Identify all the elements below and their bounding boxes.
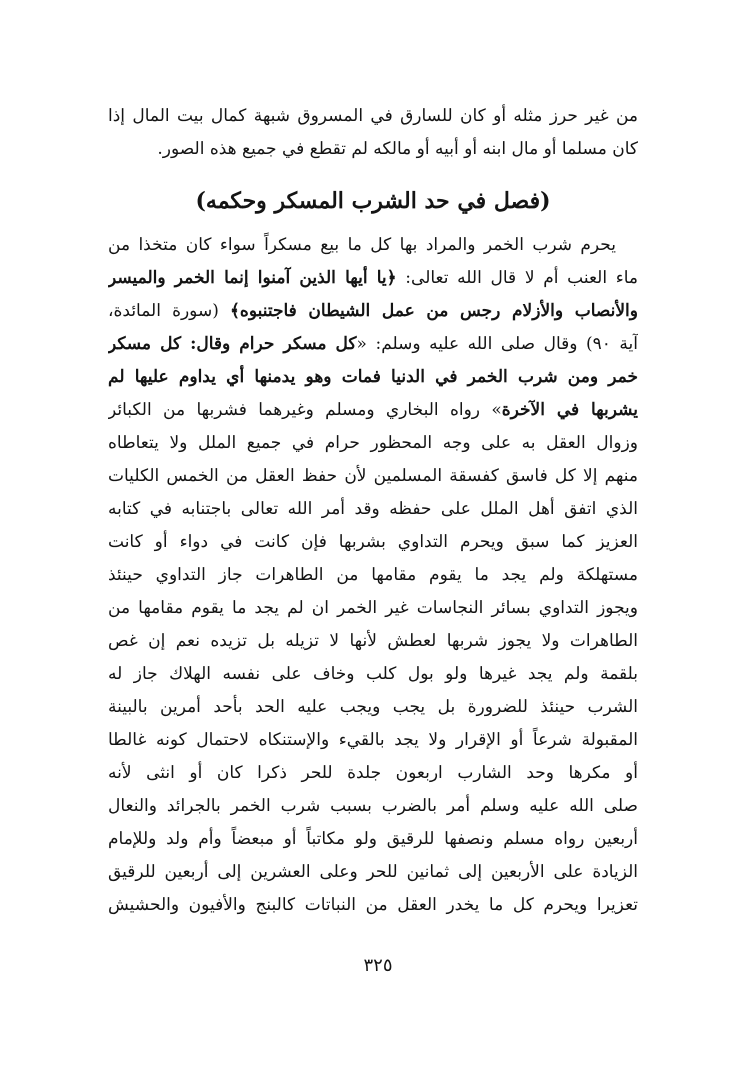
body-text: الذي اتفق أهل الملل على حفظه وقد أمر الله تعالى باجتنابه في كتابه — [108, 499, 638, 519]
quoted-text: خمر ومن شرب الخمر في الدنيا فمات وهو يدمنها أي يداوم عليها لم — [108, 367, 638, 387]
body-text: العزيز كما سبق ويحرم التداوي بشربها فإن كانت في دواء أو كانت — [108, 532, 638, 552]
body-text: ماء العنب أم لا قال الله تعالى: — [396, 268, 638, 288]
body-text: ويجوز التداوي بسائر النجاسات غير الخمر ان لم يجد ما يقوم مقامها من — [108, 598, 638, 618]
body-line — [108, 823, 638, 856]
body-line — [108, 889, 638, 922]
body-line — [108, 658, 638, 691]
page-body — [108, 100, 638, 922]
body-text: آية ٩٠) وقال صلى الله عليه وسلم: « — [356, 334, 638, 354]
body-text: المقبولة شرعاً أو الإقرار ولا يجد بالقيء والإستنكاه لاحتمال كونه غالطا — [108, 730, 638, 750]
body-line — [108, 724, 638, 757]
body-text: » رواه البخاري ومسلم وغيرهما فشربها من الكبائر — [108, 400, 502, 420]
body-line — [108, 592, 638, 625]
body-line — [108, 262, 638, 295]
body-line — [108, 625, 638, 658]
body-line — [108, 493, 638, 526]
body-line — [108, 295, 638, 328]
body-text: بلقمة ولم يجد غيرها ولو بول كلب وخاف على نفسه الهلاك جاز له — [108, 664, 638, 684]
body-text: (سورة المائدة، — [108, 301, 230, 321]
body-text: الطاهرات ولا يجوز شربها لعطش لأنها لا تزيله بل تزيده نعم إن غص — [108, 631, 638, 651]
intro-line-2: كان مسلما أو مال ابنه أو أبيه أو مالكه لم تقطع في جميع هذه الصور. — [157, 139, 638, 159]
body-line — [108, 427, 638, 460]
quoted-text: والأنصاب والأزلام رجس من عمل الشيطان فاجتنبوه﴾ — [229, 301, 638, 321]
body-line — [108, 328, 638, 361]
body-line — [108, 361, 638, 394]
body-text: مستهلكة ولم يجد ما يقوم مقامها من الطاهرات جاز التداوي حينئذ — [108, 565, 638, 585]
body-text: وزوال العقل به على وجه المحظور حرام في جميع الملل ولا يتعاطاه — [108, 433, 638, 453]
page-number: ٣٢٥ — [363, 955, 393, 976]
body-line — [108, 559, 638, 592]
body-text: الزيادة على الأربعين إلى ثمانين للحر وعلى العشرين إلى أربعين للرقيق — [108, 862, 638, 882]
body-line — [108, 394, 638, 427]
body-line — [108, 229, 638, 262]
quoted-text: ﴿يا أيها الذين آمنوا إنما الخمر والميسر — [108, 268, 397, 288]
body-line — [108, 691, 638, 724]
body-line — [108, 460, 638, 493]
body-line — [108, 757, 638, 790]
body-line — [108, 526, 638, 559]
quoted-text: يشربها في الآخرة — [501, 400, 638, 420]
body-text: يحرم شرب الخمر والمراد بها كل ما بيع مسكراً سواء كان متخذا من — [108, 235, 616, 255]
section-body — [108, 229, 638, 922]
body-text: أو مكرها وحد الشارب اربعون جلدة للحر ذكرا كان أو انثى لأنه — [108, 763, 638, 783]
intro-line-1: من غير حرز مثله أو كان للسارق في المسروق شبهة كمال بيت المال إذا — [108, 106, 638, 126]
body-text: صلى الله عليه وسلم أمر بالضرب بسبب شرب الخمر بالجرائد والنعال — [108, 796, 638, 816]
quoted-text: كل مسكر حرام وقال: كل مسكر — [108, 334, 357, 354]
body-text: أربعين رواه مسلم ونصفها للرقيق ولو مكاتباً أو مبعضاً وأم ولد وللإمام — [108, 829, 638, 849]
body-line — [108, 790, 638, 823]
body-line — [108, 856, 638, 889]
body-text: تعزيرا ويحرم كل ما يخدر العقل من النباتات كالبنج والأفيون والحشيش — [108, 895, 638, 915]
body-text: منهم إلا كل فاسق كفسقة المسلمين لأن حفظ العقل من الخمس الكليات — [108, 466, 638, 486]
body-text: الشرب حينئذ للضرورة بل يجب ويجب عليه الحد بأحد أمرين بالبينة — [108, 697, 638, 717]
section-title: (فصل في حد الشرب المسكر وحكمه) — [195, 188, 551, 214]
